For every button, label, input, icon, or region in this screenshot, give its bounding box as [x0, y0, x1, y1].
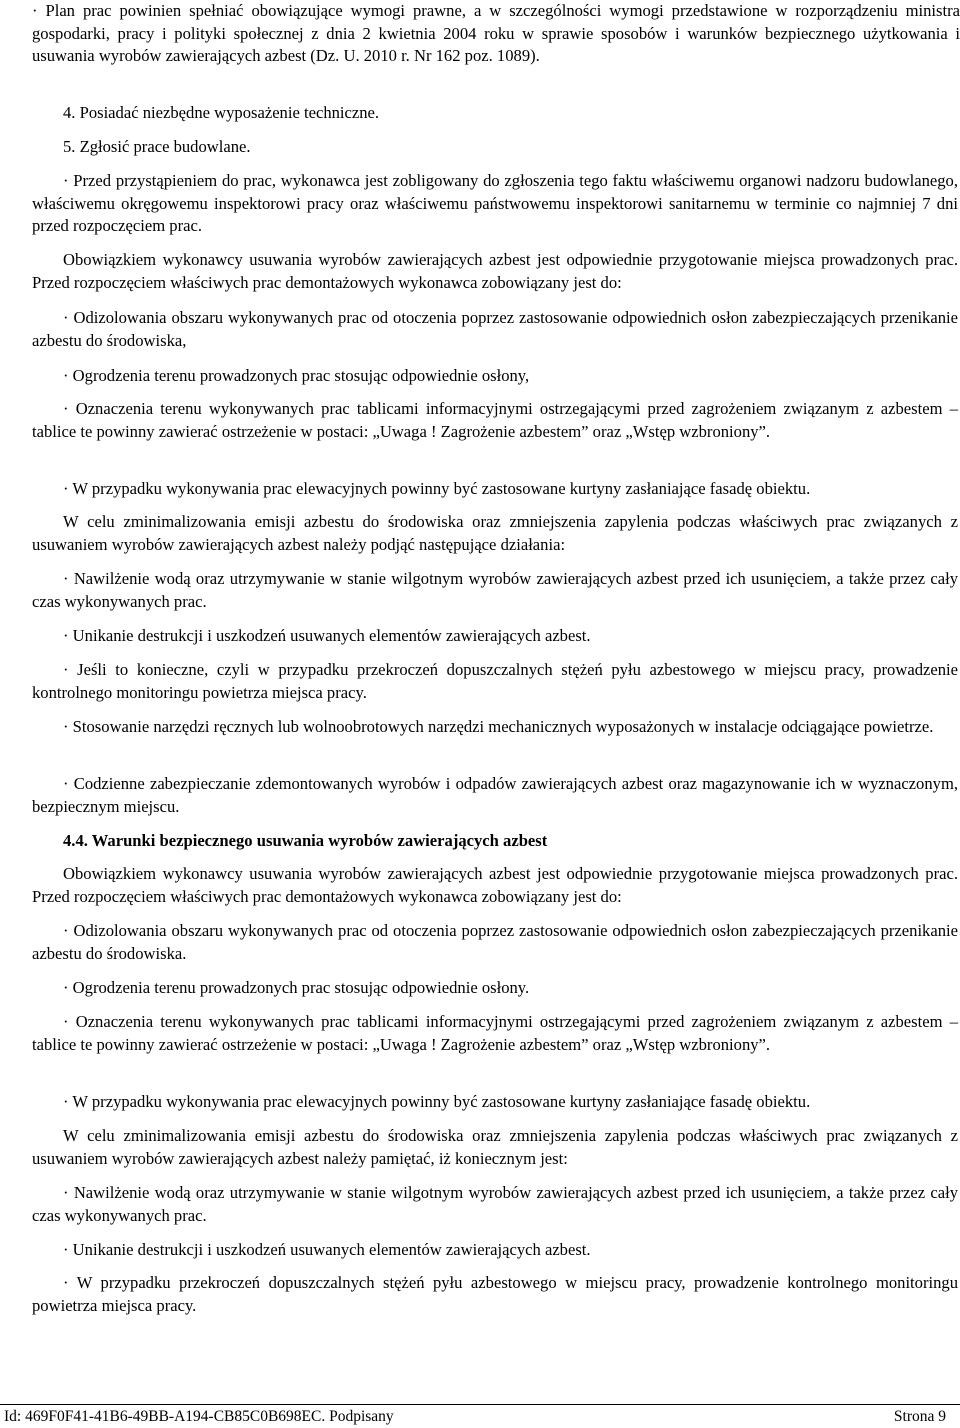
paragraph: · Przed przystąpieniem do prac, wykonawca jest zobligowany do zgłoszenia tego faktu właściwemu organowi nadzoru budowlanego, właściwemu okręgowemu inspektorowi pracy oraz właściwemu państwowemu inspektorowi sanitarnemu w terminie co najmniej 7 dni przed rozpoczęciem prac. — [32, 171, 958, 235]
page-footer — [0, 1404, 960, 1428]
paragraph: Obowiązkiem wykonawcy usuwania wyrobów zawierających azbest jest odpowiednie przygotowanie miejsca prowadzonych prac. Przed rozpoczęciem właściwych prac demontażowych wykonawca zobowiązany jest do: — [32, 864, 958, 906]
paragraph: · Plan prac powinien spełniać obowiązujące wymogi prawne, a w szczególności wymogi przedstawione w rozporządzeniu ministra gospodarki, pracy i polityki społecznej z dnia 2 kwietnia 2004 roku w sprawie sposobów i warunków bezpiecznego użytkowania i usuwania wyrobów zawierających azbest (Dz. U. 2010 r. Nr 162 poz. 1089). — [32, 1, 960, 65]
bullet-item: · Nawilżenie wodą oraz utrzymywanie w stanie wilgotnym wyrobów zawierających azbest przed ich usunięciem, a także przez cały czas wykonywanych prac. — [32, 1183, 958, 1225]
bullet-item: · Ogrodzenia terenu prowadzonych prac stosując odpowiednie osłony, — [63, 366, 530, 385]
bullet-item: · Nawilżenie wodą oraz utrzymywanie w stanie wilgotnym wyrobów zawierających azbest przed ich usunięciem, a także przez cały czas wykonywanych prac. — [32, 569, 958, 611]
bullet-item: · Oznaczenia terenu wykonywanych prac tablicami informacyjnymi ostrzegającymi przed zagrożeniem związanym z azbestem – tablice te powinny zawierać ostrzeżenie w postaci: „Uwaga ! Zagrożenie azbestem” oraz „Wstęp wzbroniony”. — [32, 399, 958, 441]
bullet-item: · Odizolowania obszaru wykonywanych prac od otoczenia poprzez zastosowanie odpowiednich osłon zabezpieczających przenikanie azbestu do środowiska, — [32, 308, 958, 350]
bullet-item: · W przypadku wykonywania prac elewacyjnych powinny być zastosowane kurtyny zasłaniające fasadę obiektu. — [63, 479, 811, 498]
bullet-item: · Jeśli to konieczne, czyli w przypadku przekroczeń dopuszczalnych stężeń pyłu azbestowego w miejscu pracy, prowadzenie kontrolnego monitoringu powietrza miejsca pracy. — [32, 660, 958, 702]
bullet-item: · Codzienne zabezpieczanie zdemontowanych wyrobów i odpadów zawierających azbest oraz magazynowanie ich w wyznaczonym, bezpiecznym miejscu. — [32, 774, 958, 816]
bullet-item: · Ogrodzenia terenu prowadzonych prac stosując odpowiednie osłony. — [63, 978, 530, 997]
section-heading: 4.4. Warunki bezpiecznego usuwania wyrobów zawierających azbest — [63, 831, 548, 850]
page-number: Strona 9 — [893, 1408, 946, 1425]
paragraph: Obowiązkiem wykonawcy usuwania wyrobów zawierających azbest jest odpowiednie przygotowanie miejsca prowadzonych prac. Przed rozpoczęciem właściwych prac demontażowych wykonawca zobowiązany jest do: — [32, 250, 958, 292]
bullet-item: · W przypadku wykonywania prac elewacyjnych powinny być zastosowane kurtyny zasłaniające fasadę obiektu. — [63, 1092, 811, 1111]
bullet-item: · Unikanie destrukcji i uszkodzeń usuwanych elementów zawierających azbest. — [63, 1240, 591, 1259]
paragraph: W celu zminimalizowania emisji azbestu do środowiska oraz zmniejszenia zapylenia podczas właściwych prac związanych z usuwaniem wyrobów zawierających azbest należy pamiętać, iż koniecznym jest: — [32, 1126, 958, 1168]
bullet-item: · W przypadku przekroczeń dopuszczalnych stężeń pyłu azbestowego w miejscu pracy, prowadzenie kontrolnego monitoringu powietrza miejsca pracy. — [32, 1273, 958, 1315]
paragraph: W celu zminimalizowania emisji azbestu do środowiska oraz zmniejszenia zapylenia podczas właściwych prac związanych z usuwaniem wyrobów zawierających azbest należy podjąć następujące działania: — [32, 512, 958, 554]
numbered-item-5: 5. Zgłosić prace budowlane. — [63, 137, 251, 156]
bullet-item: · Unikanie destrukcji i uszkodzeń usuwanych elementów zawierających azbest. — [63, 626, 591, 645]
bullet-item: · Odizolowania obszaru wykonywanych prac od otoczenia poprzez zastosowanie odpowiednich osłon zabezpieczających przenikanie azbestu do środowiska. — [32, 921, 958, 963]
document-id: Id: 469F0F41-41B6-49BB-A194-CB85C0B698EC. Podpisany — [4, 1408, 394, 1425]
numbered-item-4: 4. Posiadać niezbędne wyposażenie techniczne. — [63, 103, 380, 122]
bullet-item: · Oznaczenia terenu wykonywanych prac tablicami informacyjnymi ostrzegającymi przed zagrożeniem związanym z azbestem – tablice te powinny zawierać ostrzeżenie w postaci: „Uwaga ! Zagrożenie azbestem” oraz „Wstęp wzbroniony”. — [32, 1012, 958, 1054]
bullet-item: · Stosowanie narzędzi ręcznych lub wolnoobrotowych narzędzi mechanicznych wyposażonych w instalacje odciągające powietrze. — [63, 717, 934, 736]
